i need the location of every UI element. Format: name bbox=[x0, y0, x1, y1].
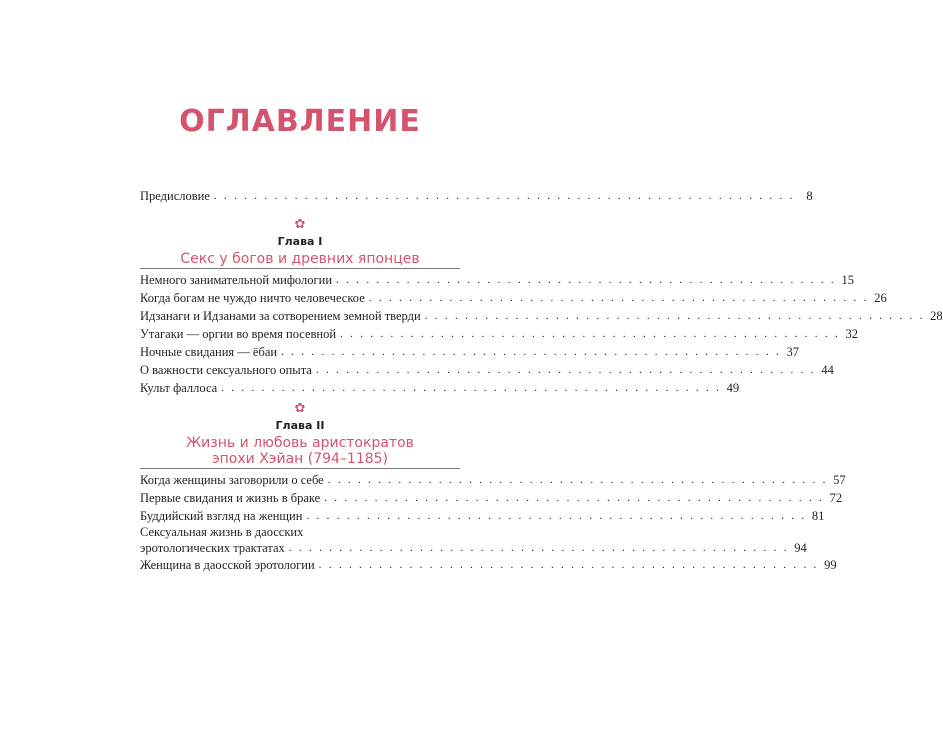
entry-page: 26 bbox=[874, 291, 887, 305]
chapter-2-divider bbox=[140, 468, 460, 469]
entry-title-line2: эротологических трактатах bbox=[140, 541, 285, 555]
flower-ornament-icon: ✿ bbox=[294, 401, 306, 416]
toc-entry[interactable] bbox=[140, 290, 887, 306]
dot-leader: . . . . . . . . . . . . . . . . . . . . . . . . . . . . . . . . . . . . . . . . . . . . . . . . . . bbox=[424, 310, 925, 322]
dot-leader: . . . . . . . . . . . . . . . . . . . . . . . . . . . . . . . . . . . . . . . . . . . . . . . . . . bbox=[281, 346, 782, 358]
entry-title: Первые свидания и жизнь в браке bbox=[140, 491, 321, 505]
toc-entry-two-line[interactable] bbox=[140, 524, 807, 556]
entry-title: Утагаки — оргии во время посевной bbox=[140, 327, 337, 341]
page-title: ОГЛАВЛЕНИЕ bbox=[179, 104, 421, 139]
toc-entry[interactable] bbox=[140, 308, 943, 324]
toc-entry[interactable] bbox=[140, 380, 740, 396]
dot-leader: . . . . . . . . . . . . . . . . . . . . . . . . . . . . . . . . . . . . . . . . . . . . . . . . . . bbox=[306, 510, 807, 522]
entry-title: Немного занимательной мифологии bbox=[140, 273, 333, 287]
toc-entry[interactable] bbox=[140, 272, 854, 288]
dot-leader: . . . . . . . . . . . . . . . . . . . . . . . . . . . . . . . . . . . . . . . . . . . . . . . . . . bbox=[336, 274, 836, 286]
entry-page: 57 bbox=[833, 473, 846, 487]
entry-title: Ночные свидания — ёбаи bbox=[140, 345, 278, 359]
entry-title-line1: Сексуальная жизнь в даосских bbox=[140, 525, 304, 539]
entry-page: 28 bbox=[930, 309, 943, 323]
toc-entry[interactable] bbox=[140, 508, 825, 524]
toc-entry[interactable] bbox=[140, 326, 858, 342]
dot-leader: . . . . . . . . . . . . . . . . . . . . . . . . . . . . . . . . . . . . . . . . . . . . . . . . . . bbox=[327, 474, 828, 486]
entry-title: Когда богам не чуждо ничто человеческое bbox=[140, 291, 365, 305]
chapter-1-label: Глава I bbox=[277, 235, 323, 248]
entry-page: 37 bbox=[786, 345, 800, 359]
entry-title: Идзанаги и Идзанами за сотворением земной тверди bbox=[140, 309, 421, 323]
dot-leader: . . . . . . . . . . . . . . . . . . . . . . . . . . . . . . . . . . . . . . . . . . . . . . . . . . bbox=[288, 542, 789, 554]
entry-page: 15 bbox=[841, 273, 854, 287]
toc-entry[interactable] bbox=[140, 490, 843, 506]
dot-leader: . . . . . . . . . . . . . . . . . . . . . . . . . . . . . . . . . . . . . . . . . . . . . . . . . . bbox=[368, 292, 869, 304]
toc-entry[interactable] bbox=[140, 557, 837, 573]
chapter-2-label: Глава II bbox=[275, 419, 325, 432]
entry-title: О важности сексуального опыта bbox=[140, 363, 312, 377]
toc-entry[interactable] bbox=[140, 344, 800, 360]
entry-title: Предисловие bbox=[140, 189, 210, 203]
entry-page: 49 bbox=[726, 381, 740, 395]
toc-entry[interactable] bbox=[140, 362, 834, 378]
dot-leader: . . . . . . . . . . . . . . . . . . . . . . . . . . . . . . . . . . . . . . . . . . . . . . . . . . bbox=[318, 559, 819, 571]
dot-leader: . . . . . . . . . . . . . . . . . . . . . . . . . . . . . . . . . . . . . . . . . . . . . . . . . . bbox=[315, 364, 816, 376]
entry-page: 81 bbox=[811, 509, 825, 523]
entry-page: 72 bbox=[829, 491, 843, 505]
entry-title: Женщина в даосской эротологии bbox=[140, 558, 315, 572]
chapter-2-title-line1: Жизнь и любовь аристократов bbox=[186, 435, 414, 451]
chapter-1-divider bbox=[140, 268, 460, 269]
chapter-2-title-line2: эпохи Хэйан (794–1185) bbox=[211, 451, 389, 467]
entry-page: 94 bbox=[794, 541, 807, 555]
entry-title: Культ фаллоса bbox=[140, 381, 218, 395]
chapter-1-title: Секс у богов и древних японцев bbox=[180, 251, 420, 267]
toc-entry[interactable] bbox=[140, 472, 846, 488]
dot-leader: . . . . . . . . . . . . . . . . . . . . . . . . . . . . . . . . . . . . . . . . . . . . . . . . . . bbox=[340, 328, 840, 340]
entry-page: 32 bbox=[845, 327, 858, 341]
entry-page: 8 bbox=[806, 189, 813, 203]
entry-page: 44 bbox=[821, 363, 834, 377]
entry-page: 99 bbox=[824, 558, 837, 572]
toc-entry-preface[interactable] bbox=[140, 188, 813, 204]
dot-leader: . . . . . . . . . . . . . . . . . . . . . . . . . . . . . . . . . . . . . . . . . . . . . . . . . . . . . . . . . . bbox=[213, 190, 795, 202]
entry-title: Буддийский взгляд на женщин bbox=[140, 509, 303, 523]
flower-ornament-icon: ✿ bbox=[294, 217, 306, 232]
entry-title: Когда женщины заговорили о себе bbox=[140, 473, 324, 487]
dot-leader: . . . . . . . . . . . . . . . . . . . . . . . . . . . . . . . . . . . . . . . . . . . . . . . . . . bbox=[221, 382, 722, 394]
dot-leader: . . . . . . . . . . . . . . . . . . . . . . . . . . . . . . . . . . . . . . . . . . . . . . . . . . bbox=[324, 492, 825, 504]
